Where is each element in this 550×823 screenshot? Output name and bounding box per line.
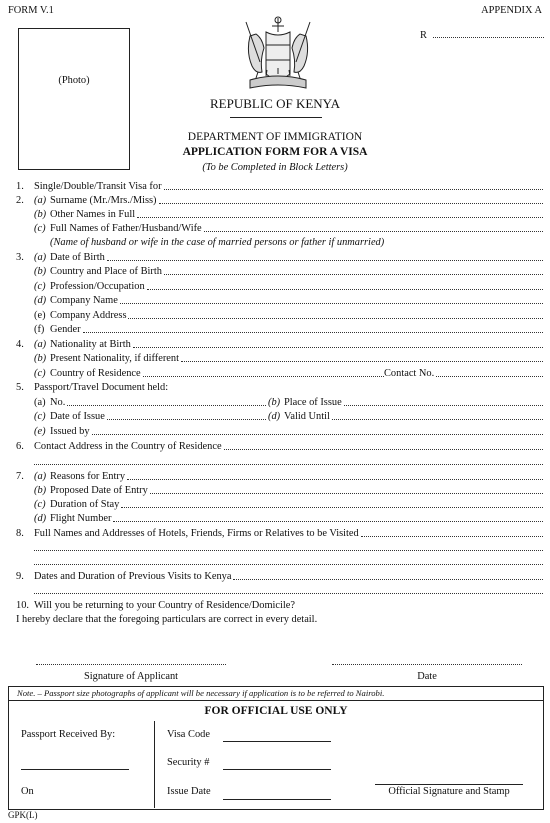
parent-spouse-note: (Name of husband or wife in the case of married persons or father if unmarried) [50, 237, 385, 248]
valid-until-field[interactable]: (d) Valid Until [268, 411, 543, 422]
official-use-box [8, 686, 544, 810]
addresses-to-visit-line-3[interactable] [34, 564, 543, 565]
visa-type-field[interactable]: 1. Single/Double/Transit Visa for [16, 181, 543, 192]
company-address-field[interactable]: (e) Company Address [34, 310, 543, 321]
country-title: REPUBLIC OF KENYA [209, 96, 340, 111]
country-of-residence-field[interactable]: (c) Country of Residence [34, 368, 384, 379]
passport-received-field[interactable] [21, 769, 129, 770]
issued-by-field[interactable]: (e) Issued by [34, 426, 543, 437]
department-title: DEPARTMENT OF IMMIGRATION [187, 131, 363, 143]
addresses-to-visit-line-2[interactable] [34, 550, 543, 551]
visa-code-field[interactable] [223, 741, 331, 742]
returning-question-field[interactable]: 10. Will you be returning to your Country of Residence/Domicile? [16, 600, 296, 611]
duration-of-stay-field[interactable]: (c) Duration of Stay [34, 499, 543, 510]
proposed-entry-date-field[interactable]: (b) Proposed Date of Entry [34, 485, 543, 496]
appendix-label: APPENDIX A [481, 5, 542, 16]
form-title: APPLICATION FORM FOR A VISA [182, 146, 368, 158]
issue-date-field[interactable] [223, 799, 331, 800]
date-of-birth-field[interactable]: 3. (a) Date of Birth [16, 252, 543, 263]
other-names-field[interactable]: (b) Other Names in Full [34, 209, 543, 220]
reasons-for-entry-field[interactable]: 7. (a) Reasons for Entry [16, 471, 543, 482]
official-title: FOR OFFICIAL USE ONLY [204, 705, 348, 717]
flight-number-field[interactable]: (d) Flight Number [34, 513, 543, 524]
note-divider [9, 700, 543, 701]
security-label: Security # [167, 757, 210, 768]
visa-code-label: Visa Code [167, 729, 210, 740]
applicant-signature-line[interactable] [36, 664, 226, 665]
contact-address-line-2[interactable] [34, 464, 543, 465]
gender-field[interactable]: (f) Gender [34, 324, 543, 335]
reference-number: R [420, 30, 544, 41]
photo-label: (Photo) [58, 75, 90, 86]
date-signature-line[interactable] [332, 664, 522, 665]
form-number: FORM V.1 [8, 5, 54, 16]
contact-address-field[interactable]: 6. Contact Address in the Country of Residence [16, 441, 543, 452]
printer-code: GPK(L) [8, 810, 38, 820]
date-label: Date [417, 671, 437, 682]
security-field[interactable] [223, 769, 331, 770]
place-of-issue-field[interactable]: (b) Place of Issue [268, 397, 543, 408]
passport-held-heading: 5. Passport/Travel Document held: [16, 382, 169, 393]
official-signature-line[interactable] [375, 784, 523, 785]
contact-number-field[interactable]: Contact No. [384, 368, 543, 379]
coat-of-arms-emblem [236, 12, 320, 96]
addresses-to-visit-field[interactable]: 8. Full Names and Addresses of Hotels, Friends, Firms or Relatives to be Visited [16, 528, 543, 539]
passport-number-field[interactable]: (a) No. [34, 397, 266, 408]
issue-date-label: Issue Date [167, 786, 211, 797]
previous-visits-line-2[interactable] [34, 593, 543, 594]
form-instruction: (To be Completed in Block Letters) [202, 162, 348, 173]
on-label: On [21, 786, 34, 797]
reference-number-field[interactable] [433, 30, 544, 38]
surname-field[interactable]: 2. (a) Surname (Mr./Mrs./Miss) [16, 195, 543, 206]
place-of-birth-field[interactable]: (b) Country and Place of Birth [34, 266, 543, 277]
title-rule [230, 117, 322, 118]
present-nationality-field[interactable]: (b) Present Nationality, if different [34, 353, 543, 364]
company-name-field[interactable]: (d) Company Name [34, 295, 543, 306]
date-of-issue-field[interactable]: (c) Date of Issue [34, 411, 266, 422]
note-text: Note. – Passport size photographs of applicant will be necessary if application is to be referred to Nairobi. [17, 688, 385, 698]
profession-field[interactable]: (c) Profession/Occupation [34, 281, 543, 292]
official-stamp-label: Official Signature and Stamp [388, 786, 510, 797]
official-divider [154, 721, 156, 808]
parent-spouse-names-field[interactable]: (c) Full Names of Father/Husband/Wife [34, 223, 543, 234]
nationality-at-birth-field[interactable]: 4. (a) Nationality at Birth [16, 339, 543, 350]
declaration-text: I hereby declare that the foregoing particulars are correct in every detail. [16, 614, 318, 625]
applicant-signature-label: Signature of Applicant [83, 671, 179, 682]
previous-visits-field[interactable]: 9. Dates and Duration of Previous Visits to Kenya [16, 571, 543, 582]
passport-received-label: Passport Received By: [21, 729, 116, 740]
